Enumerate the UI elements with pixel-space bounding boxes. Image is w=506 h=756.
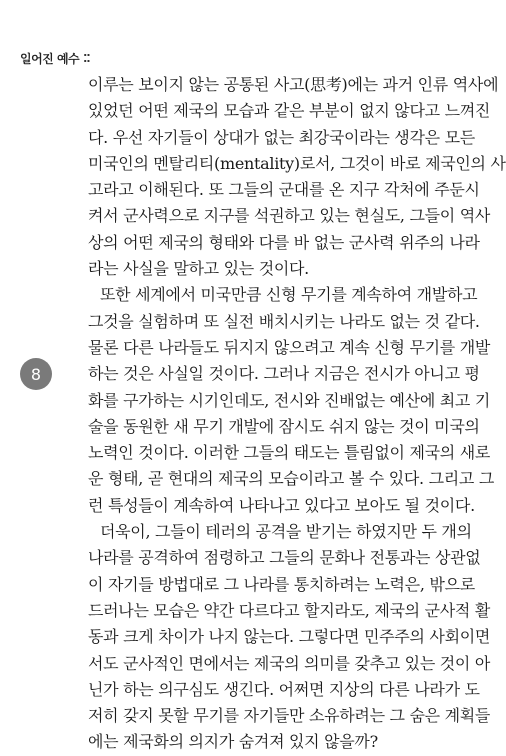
text-line: 하는 것은 사실일 것이다. 그러나 지금은 전시가 아니고 평 bbox=[88, 364, 480, 384]
text-line: 상의 어떤 제국의 형태와 다를 바 없는 군사력 위주의 나라 bbox=[88, 232, 480, 252]
chapter-number-badge bbox=[20, 358, 52, 390]
text-line: 노력인 것이다. 이러한 그들의 태도는 틀림없이 제국의 새로 bbox=[88, 443, 491, 463]
text-line: 고라고 이해된다. 또 그들의 군대를 온 지구 각처에 주둔시 bbox=[88, 180, 480, 200]
text-line: 그것을 실험하며 또 실전 배치시키는 나라도 없는 것 같다. bbox=[88, 311, 480, 331]
text-line: 드러나는 모습은 약간 다르다고 할지라도, 제국의 군사적 활 bbox=[88, 600, 491, 620]
text-line: 이 자기들 방법대로 그 나라를 통치하려는 노력은, 밖으로 bbox=[88, 574, 475, 594]
text-line: 나라를 공격하여 점령하고 그들의 문화나 전통과는 상관없 bbox=[88, 548, 481, 568]
text-line: 서도 군사적인 면에서는 제국의 의미를 갖추고 있는 것이 아 bbox=[88, 653, 491, 673]
running-title: 일어진 예수 bbox=[20, 52, 80, 66]
running-header bbox=[20, 50, 90, 67]
text-line: 더욱이, 그들이 테러의 공격을 받기는 하였지만 두 개의 bbox=[100, 522, 472, 542]
text-line: 화를 구가하는 시기인데도, 전시와 진배없는 예산에 최고 기 bbox=[88, 390, 491, 410]
text-line: 저히 갖지 못할 무기를 자기들만 소유하려는 그 숨은 계획들 bbox=[88, 706, 491, 726]
text-line: 운 형태, 곧 현대의 제국의 모습이라고 볼 수 있다. 그리고 그 bbox=[88, 469, 495, 489]
text-line: 또한 세계에서 미국만큼 신형 무기를 계속하여 개발하고 bbox=[100, 285, 478, 305]
text-line: 미국인의 멘탈리티(mentality)로서, 그것이 바로 제국인의 사 bbox=[88, 153, 506, 173]
text-line: 있었던 어떤 제국의 모습과 같은 부분이 없지 않다고 느껴진 bbox=[88, 101, 491, 121]
text-line: 라는 사실을 말하고 있는 것이다. bbox=[88, 259, 309, 279]
text-line: 동과 크게 차이가 나지 않는다. 그렇다면 민주주의 사회이면 bbox=[88, 627, 491, 647]
text-line: 물론 다른 나라들도 뒤지지 않으려고 계속 신형 무기를 개발 bbox=[88, 337, 491, 357]
text-line: 술을 동원한 새 무기 개발에 잠시도 쉬지 않는 것이 미국의 bbox=[88, 416, 480, 436]
chapter-number: 8 bbox=[30, 364, 42, 384]
text-line: 닌가 하는 의구심도 생긴다. 어쩌면 지상의 다른 나라가 도 bbox=[88, 679, 480, 699]
text-line: 켜서 군사력으로 지구를 석권하고 있는 현실도, 그들이 역사 bbox=[88, 206, 491, 226]
text-line: 런 특성들이 계속하여 나타나고 있다고 보아도 될 것이다. bbox=[88, 495, 475, 515]
text-line: 이루는 보이지 않는 공통된 사고(思考)에는 과거 인류 역사에 bbox=[88, 75, 499, 94]
text-line: 에는 제국화의 의지가 숨겨져 있지 않을까? bbox=[88, 732, 378, 752]
text-line: 다. 우선 자기들이 상대가 없는 최강국이라는 생각은 모든 bbox=[88, 127, 475, 147]
body-text bbox=[88, 72, 506, 756]
header-ornament: ⁚⁚ bbox=[83, 52, 90, 65]
